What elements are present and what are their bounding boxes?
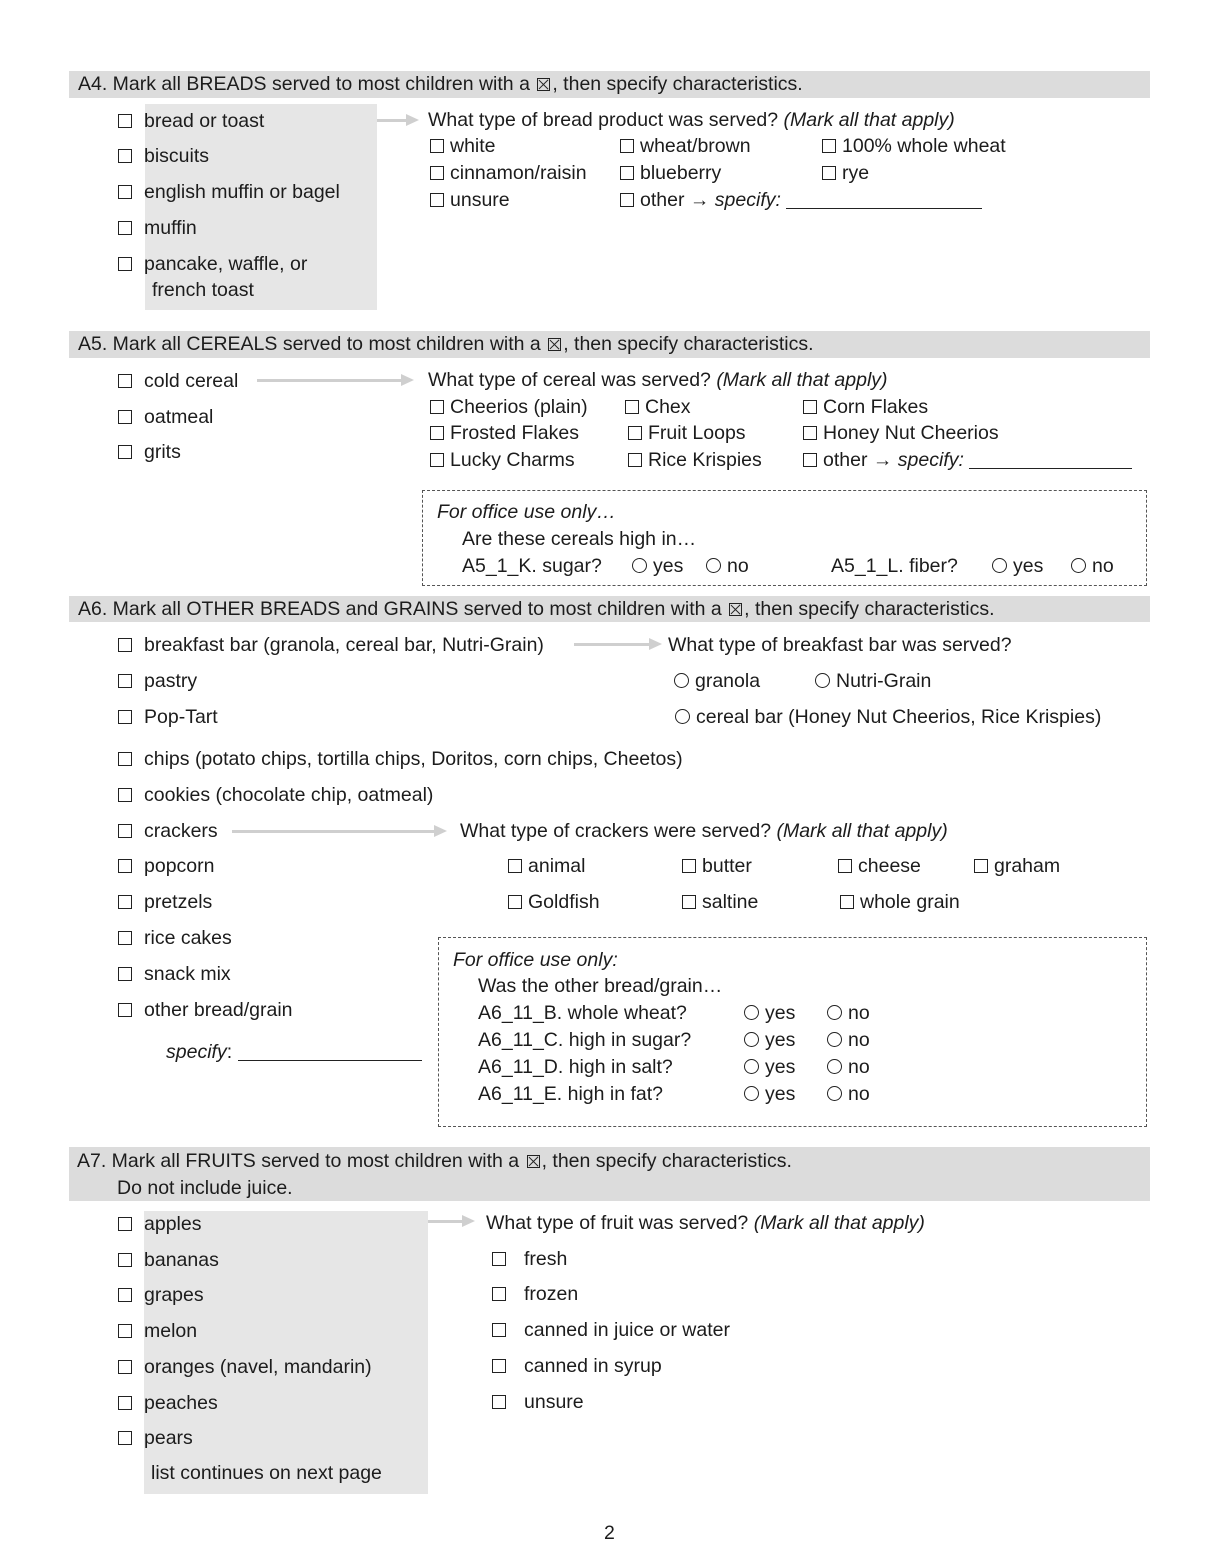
a5-option: Cheerios (plain) [450, 396, 588, 418]
a4-option-checkbox[interactable] [620, 166, 634, 180]
a6-item: other bread/grain [144, 999, 293, 1021]
a6-item-checkbox[interactable] [118, 710, 132, 724]
a7-item-checkbox[interactable] [118, 1253, 132, 1267]
a7-option: frozen [524, 1283, 579, 1305]
a4-option: white [450, 135, 496, 157]
a6-item: popcorn [144, 855, 215, 877]
no-label: no [727, 555, 749, 577]
a6-office-question: Was the other bread/grain… [478, 975, 723, 997]
a4-option-checkbox[interactable] [430, 166, 444, 180]
a6-bar-option: granola [695, 670, 761, 692]
a5-option-checkbox[interactable] [803, 400, 817, 414]
a7-item: pears [144, 1427, 193, 1449]
a4-item: bread or toast [144, 110, 265, 132]
yes-label: yes [765, 1002, 796, 1024]
a7-option-checkbox[interactable] [492, 1287, 506, 1301]
a5-item: grits [144, 441, 181, 463]
a5-office-fiber: A5_1_L. fiber? [831, 555, 958, 577]
a4-option-checkbox[interactable] [430, 139, 444, 153]
a4-option: other [640, 189, 685, 211]
a6-cracker-note: (Mark all that apply) [776, 820, 948, 842]
a6-cracker-checkbox[interactable] [508, 859, 522, 873]
a4-question-note: (Mark all that apply) [783, 109, 955, 131]
a6-bar-option: Nutri-Grain [836, 670, 932, 692]
a7-option-checkbox[interactable] [492, 1395, 506, 1409]
a4-item-checkbox[interactable] [118, 257, 132, 271]
arrow-icon: → [689, 189, 710, 211]
a5-question: What type of cereal was served? [428, 369, 711, 391]
a6-header-text-end: , then specify characteristics. [744, 598, 995, 620]
a5-office-question: Are these cereals high in… [462, 528, 697, 550]
radio-granola[interactable] [674, 673, 689, 688]
a4-option: rye [842, 162, 870, 184]
a6-header-text: A6. Mark all OTHER BREADS and GRAINS served to most children with a [78, 598, 722, 620]
a7-item-checkbox[interactable] [118, 1217, 132, 1231]
radio-yes[interactable] [744, 1005, 759, 1020]
a6-item-checkbox[interactable] [118, 788, 132, 802]
a6-cracker-checkbox[interactable] [682, 895, 696, 909]
a6-office-row-label: A6_11_E. high in fat? [478, 1083, 664, 1105]
a7-item-checkbox[interactable] [118, 1288, 132, 1302]
a4-option: wheat/brown [640, 135, 751, 157]
a6-bar-option: cereal bar (Honey Nut Cheerios, Rice Krispies) [696, 706, 1102, 728]
a4-item-checkbox[interactable] [118, 149, 132, 163]
a6-cracker-option: animal [528, 855, 586, 877]
a7-item: melon [144, 1320, 198, 1342]
a7-item: apples [144, 1213, 202, 1235]
a4-item: muffin [144, 217, 197, 239]
a7-item: peaches [144, 1392, 218, 1414]
a5-question-note: (Mark all that apply) [716, 369, 888, 391]
yes-label: yes [653, 555, 684, 577]
radio-no[interactable] [1071, 558, 1086, 573]
a5-item-checkbox[interactable] [118, 445, 132, 459]
a6-cracker-checkbox[interactable] [974, 859, 988, 873]
a5-item-checkbox[interactable] [118, 374, 132, 388]
radio-no[interactable] [827, 1059, 842, 1074]
no-label: no [848, 1029, 870, 1051]
a5-option-checkbox[interactable] [430, 400, 444, 414]
radio-cereal-bar[interactable] [675, 709, 690, 724]
a6-cracker-option: Goldfish [528, 891, 600, 913]
a6-cracker-checkbox[interactable] [508, 895, 522, 909]
a6-cracker-question: What type of crackers were served? [460, 820, 772, 842]
a6-header [69, 596, 1150, 622]
a6-item-checkbox[interactable] [118, 824, 132, 838]
a7-item: oranges (navel, mandarin) [144, 1356, 372, 1378]
a7-item-checkbox[interactable] [118, 1324, 132, 1338]
a5-option-checkbox[interactable] [430, 426, 444, 440]
a7-question-note: (Mark all that apply) [753, 1212, 925, 1234]
a7-question: What type of fruit was served? [486, 1212, 749, 1234]
a4-option-checkbox[interactable] [620, 193, 634, 207]
a5-item-checkbox[interactable] [118, 410, 132, 424]
a7-item-checkbox[interactable] [118, 1396, 132, 1410]
radio-nutri-grain[interactable] [815, 673, 830, 688]
a7-option: canned in syrup [524, 1355, 662, 1377]
a7-option: fresh [524, 1248, 568, 1270]
arrow-right-icon [232, 830, 435, 833]
a5-option: Chex [645, 396, 691, 418]
a6-item: cookies (chocolate chip, oatmeal) [144, 784, 434, 806]
a6-item: chips (potato chips, tortilla chips, Doritos, corn chips, Cheetos) [144, 748, 683, 770]
checked-box-icon [729, 603, 742, 616]
a5-option-checkbox[interactable] [803, 453, 817, 467]
yes-label: yes [765, 1029, 796, 1051]
a6-cracker-option: whole grain [860, 891, 960, 913]
yes-label: yes [1013, 555, 1044, 577]
a5-item: oatmeal [144, 406, 214, 428]
a4-header [69, 71, 1150, 98]
no-label: no [848, 1083, 870, 1105]
a5-option-checkbox[interactable] [625, 400, 639, 414]
a5-option-checkbox[interactable] [803, 426, 817, 440]
no-label: no [1092, 555, 1114, 577]
radio-no[interactable] [706, 558, 721, 573]
a6-cracker-checkbox[interactable] [682, 859, 696, 873]
a5-option: Rice Krispies [648, 449, 762, 471]
a6-office-row-label: A6_11_D. high in salt? [478, 1056, 673, 1078]
a6-item: Pop-Tart [144, 706, 218, 728]
a4-option: 100% whole wheat [842, 135, 1006, 157]
radio-yes[interactable] [744, 1086, 759, 1101]
a6-office-row-label: A6_11_B. whole wheat? [478, 1002, 687, 1024]
a7-item-checkbox[interactable] [118, 1431, 132, 1445]
yes-label: yes [765, 1056, 796, 1078]
a4-item-checkbox[interactable] [118, 221, 132, 235]
a7-option: canned in juice or water [524, 1319, 730, 1341]
a7-header [69, 1147, 1150, 1201]
radio-no[interactable] [827, 1032, 842, 1047]
a4-item: pancake, waffle, or [144, 253, 308, 275]
a6-office-row-label: A6_11_C. high in sugar? [478, 1029, 692, 1051]
a6-item: rice cakes [144, 927, 232, 949]
a5-option: Frosted Flakes [450, 422, 579, 444]
radio-no[interactable] [827, 1005, 842, 1020]
checked-box-icon [527, 1155, 540, 1168]
arrow-right-icon [257, 379, 402, 382]
a6-item-checkbox[interactable] [118, 967, 132, 981]
a4-item: english muffin or bagel [144, 181, 340, 203]
a6-item-checkbox[interactable] [118, 859, 132, 873]
a6-cracker-checkbox[interactable] [838, 859, 852, 873]
a4-specify-field[interactable] [786, 208, 982, 209]
arrow-right-icon [377, 119, 407, 122]
a6-item-checkbox[interactable] [118, 674, 132, 688]
a4-header-text: A4. Mark all BREADS served to most children with a [78, 73, 530, 95]
a4-option-checkbox[interactable] [822, 139, 836, 153]
radio-yes[interactable] [632, 558, 647, 573]
a7-item: bananas [144, 1249, 219, 1271]
a5-option: Honey Nut Cheerios [823, 422, 999, 444]
checked-box-icon [548, 338, 561, 351]
radio-yes[interactable] [992, 558, 1007, 573]
a5-option-checkbox[interactable] [628, 453, 642, 467]
checked-box-icon [537, 78, 550, 91]
a6-item-checkbox[interactable] [118, 931, 132, 945]
no-label: no [848, 1056, 870, 1078]
a4-option-checkbox[interactable] [620, 139, 634, 153]
a7-header-text-end: , then specify characteristics. [541, 1150, 792, 1172]
a6-specify-field[interactable] [238, 1060, 422, 1061]
a7-option: unsure [524, 1391, 584, 1413]
a5-header [69, 331, 1150, 358]
a7-option-checkbox[interactable] [492, 1252, 506, 1266]
a4-item-checkbox[interactable] [118, 185, 132, 199]
a6-item: breakfast bar (granola, cereal bar, Nutri-Grain) [144, 634, 544, 656]
radio-yes[interactable] [744, 1059, 759, 1074]
a6-cracker-option: saltine [702, 891, 759, 913]
a4-question: What type of bread product was served? [428, 109, 779, 131]
a4-option: cinnamon/raisin [450, 162, 587, 184]
a4-option-checkbox[interactable] [430, 193, 444, 207]
arrow-right-icon [574, 643, 650, 646]
arrow-icon: → [872, 449, 893, 471]
a7-continues-note: list continues on next page [151, 1462, 382, 1484]
a7-item: grapes [144, 1284, 204, 1306]
yes-label: yes [765, 1083, 796, 1105]
a4-option-checkbox[interactable] [822, 166, 836, 180]
a4-option: unsure [450, 189, 510, 211]
a4-item-checkbox[interactable] [118, 114, 132, 128]
a5-option: Corn Flakes [823, 396, 929, 418]
a5-option: Lucky Charms [450, 449, 575, 471]
a6-item-checkbox[interactable] [118, 638, 132, 652]
a6-cracker-option: graham [994, 855, 1061, 877]
a6-office-title: For office use only: [453, 949, 618, 971]
a5-option-checkbox[interactable] [628, 426, 642, 440]
a4-header-text-end: , then specify characteristics. [552, 73, 803, 95]
a5-item: cold cereal [144, 370, 239, 392]
radio-yes[interactable] [744, 1032, 759, 1047]
a7-option-checkbox[interactable] [492, 1323, 506, 1337]
a6-cracker-option: cheese [858, 855, 921, 877]
no-label: no [848, 1002, 870, 1024]
a6-item: pastry [144, 670, 198, 692]
a4-item: french toast [152, 279, 254, 301]
a5-specify-field[interactable] [969, 468, 1132, 469]
a5-option: other [823, 449, 868, 471]
a5-office-title: For office use only… [437, 501, 616, 523]
a6-item: pretzels [144, 891, 213, 913]
a5-specify-label: specify: [897, 449, 964, 471]
a6-item-checkbox[interactable] [118, 752, 132, 766]
a5-header-text-end: , then specify characteristics. [563, 333, 814, 355]
a4-item: biscuits [144, 145, 210, 167]
a4-option: blueberry [640, 162, 722, 184]
a6-cracker-checkbox[interactable] [840, 895, 854, 909]
a4-specify-label: specify: [714, 189, 781, 211]
a5-office-sugar: A5_1_K. sugar? [462, 555, 602, 577]
a6-specify-label: specify [166, 1041, 227, 1063]
a6-item-checkbox[interactable] [118, 1003, 132, 1017]
a7-item-checkbox[interactable] [118, 1360, 132, 1374]
a5-option: Fruit Loops [648, 422, 746, 444]
a7-header-note: Do not include juice. [117, 1177, 293, 1199]
radio-no[interactable] [827, 1086, 842, 1101]
a6-item: snack mix [144, 963, 231, 985]
a6-item-checkbox[interactable] [118, 895, 132, 909]
page-number: 2 [604, 1522, 615, 1544]
a6-bar-question: What type of breakfast bar was served? [668, 634, 1012, 656]
a5-option-checkbox[interactable] [430, 453, 444, 467]
arrow-right-icon [428, 1220, 463, 1223]
a5-header-text: A5. Mark all CEREALS served to most children with a [78, 333, 541, 355]
a7-option-checkbox[interactable] [492, 1359, 506, 1373]
a6-item: crackers [144, 820, 218, 842]
a6-cracker-option: butter [702, 855, 752, 877]
a7-header-text: A7. Mark all FRUITS served to most children with a [77, 1150, 520, 1172]
